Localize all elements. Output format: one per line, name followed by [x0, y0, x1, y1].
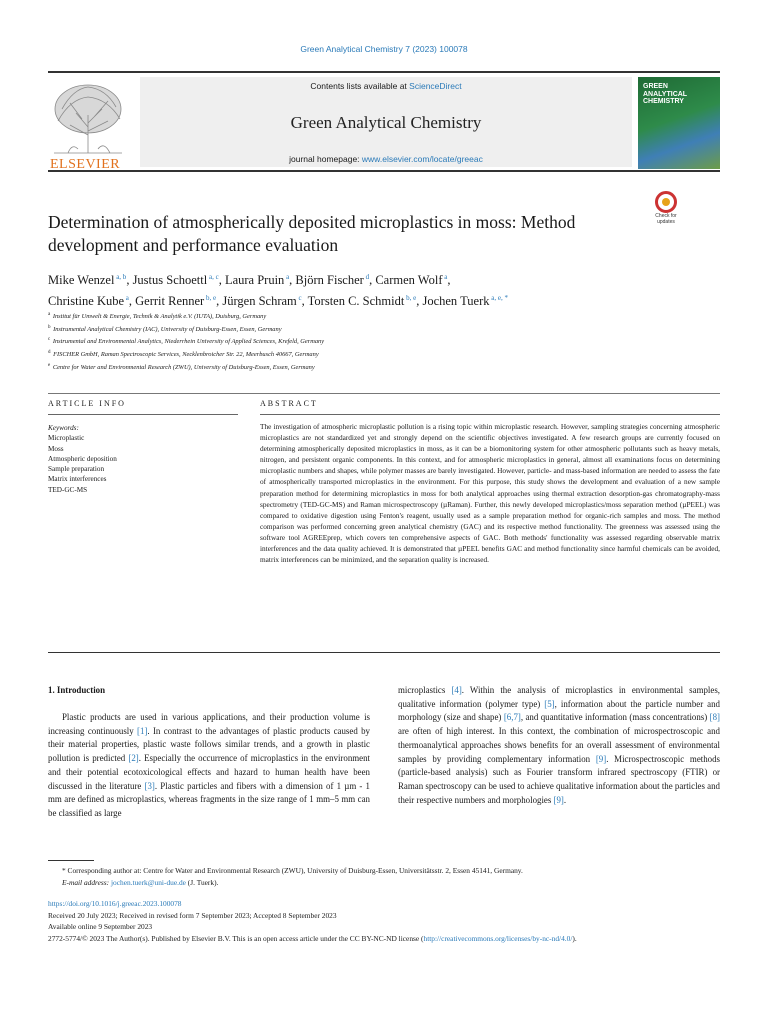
affiliation-item [48, 310, 720, 323]
check-for-updates-badge[interactable] [649, 191, 683, 229]
affiliation-item [48, 348, 720, 361]
citation-link[interactable]: [5] [544, 698, 555, 709]
homepage-prefix: journal homepage: [289, 154, 362, 164]
intro-paragraph: Plastic products are used in various applications, and their production volume is increasing continuously [1]. In contrast to the advantages of plastic products caused by their material properties, plastic waste follows similar trends, and a growth in plastic pollution is predicted [2]. Especially the occurrence of microplastics in the environment and their potential ecotoxicological effects and hazard to human health have been discussed in the literature [3]. Plastic particles and fibers with a dimension of 1 µm - 1 mm are defined as microplastics, whereas fragments in the size range of 1 mm–5 mm can be classified as large [48, 712, 370, 818]
author-name[interactable]: Justus Schoettl [132, 273, 208, 288]
affiliation-label: c [48, 337, 51, 343]
doi-link[interactable]: https://doi.org/10.1016/j.greeac.2023.100078 [48, 899, 182, 908]
article-title: Determination of atmospherically deposited microplastics in moss: Method development and performance evaluation [48, 212, 576, 255]
author-affiliation-marker[interactable]: c [296, 294, 302, 303]
author-affiliation-marker[interactable]: b, e [404, 294, 417, 303]
author-name[interactable]: Björn Fischer [295, 273, 364, 288]
author-name[interactable]: Torsten C. Schmidt [307, 294, 405, 309]
citation-link[interactable]: [9] [595, 753, 607, 764]
author-affiliation-marker[interactable]: a [284, 273, 290, 281]
journal-cover[interactable] [638, 77, 720, 169]
journal-header [48, 71, 720, 172]
received-dates: Received 20 July 2023; Received in revised form 7 September 2023; Accepted 8 September 2023 [48, 910, 337, 920]
email-line [48, 877, 720, 889]
publication-info [48, 898, 720, 944]
affiliation-label: a [48, 312, 51, 317]
journal-info-panel [140, 77, 632, 167]
divider [48, 393, 720, 394]
citation-link[interactable]: [4] [451, 685, 462, 695]
author-name[interactable]: Jürgen Schram [222, 294, 297, 309]
affiliation-text: FISCHER GmbH, Raman Spectroscopic Services, Necklenbroicher Str. 22, Meerbusch 40667, Germany [51, 351, 319, 358]
license-link[interactable]: http://creativecommons.org/licenses/by-nc-nd/4.0/ [423, 933, 573, 943]
keywords-block [48, 423, 238, 495]
cover-title-line3: CHEMISTRY [643, 98, 684, 105]
elsevier-tree-icon [48, 79, 128, 155]
cover-title-line1: GREEN [643, 83, 668, 90]
divider [48, 414, 238, 415]
citation-link[interactable]: [1] [137, 725, 148, 736]
author-list: Mike Wenzel $^{a, b}$, Justus Schoettl $^{a, c}$, Laura Pruin $^a$, Björn Fischer $^d$, Carmen Wolf $^a$, Christine Kube $^a$, Gerrit Renner $^{b, e}$, Jürgen Schram $^c$, Torsten C. Schmidt $^{b, e}$, Jochen Tuerk $^{a, e, *}$ [48, 273, 508, 309]
check-updates-label [649, 214, 683, 225]
keyword: Matrix interferences [48, 475, 107, 484]
affiliation-text: Instrumental and Environmental Analytics, Niederrhein University of Applied Sciences, Krefeld, Germany [51, 338, 325, 346]
author-affiliation-marker[interactable]: d [363, 273, 370, 281]
citation-link[interactable]: [2] [128, 753, 139, 764]
author-affiliation-marker[interactable]: a, c [207, 273, 219, 281]
intro-paragraph-continued: microplastics [4]. Within the analysis of microplastics in environmental samples, qualitative information (polymer type) [5], information about the particle number and morphology (size and shape) [6,7], and quantitative information (mass concentrations) [8] are often of high interest. In this context, the combination of microspectroscopic and thermoanalytical approaches shows benefits for an overall assessment of environmental samples by providing complementary information [9]. Microspectroscopic methods (particle-based analysis) such as Fourier transform infrared spectroscopy (FTIR) or Raman spectroscopy can be used to achieve qualitative information about the particles and their respective numbers and morphologies [9]. [398, 685, 720, 805]
affiliation-text: Institut für Umwelt & Energie, Technik & Analytik e.V. (IUTA), Duisburg, Germany [51, 313, 267, 321]
intro-column-left [48, 711, 370, 821]
abstract-heading: ABSTRACT [260, 399, 318, 408]
affiliation-label: b [48, 324, 51, 330]
keyword: Atmospheric deposition [48, 454, 117, 463]
citation-link[interactable]: [9] [553, 794, 564, 805]
contents-line [140, 81, 632, 91]
contents-prefix: Contents lists available at [310, 81, 410, 91]
check-updates-line2: updates [657, 218, 675, 225]
abstract-text: The investigation of atmospheric microplastic pollution is a rising topic within microplastic research. However, sampling strategies concerning atmospheric microplastics are not standardized yet and strongly depend on the scientific objectives investigated. A few research groups are currently focused on determining atmospherically deposited microplastics in moss, as it can be a biomonitoring system for other atmospheric pollutants such as heavy metals, nitrogen, and persistent organic components. In this context, and for atmospheric microplastics in general, almost all examinations focus on determining microplastic numbers and shapes, while polymer masses are barely investigated. However, particle- and mass-based information are needed to assess the fate of atmospherically transported microplastics in the environment. For this purpose, this study shows the development and evaluation of a new sample preparation method for determining microplastics in moss for both analytical approaches using thermal extraction desorption-gas chromatography-mass spectrometry (TED-GC-MS) and Raman microspectroscopy (µRaman). Further, this newly developed microplastics/moss separation method (µPEEL) was compared to oxidative digestion using Fenton's reagent, usually used as a sample preparation method for organic-rich samples and moss. The method comparison was performed concerning green analytical chemistry (GAC) and its respective method functionality. The greenness was assessed using the software tool AGREEprep, which covers ten comprehensive aspects of GAC. Both methods' functionality was assessed regarding observable matrix interferences and the data quality achieved. It is demonstrated that µPEEL benefits GAC and method functionality since harmful chemicals can be avoided, matrix interferences can be minimized, and the separation quality is increased. [260, 422, 720, 565]
divider [48, 652, 720, 653]
homepage-link[interactable]: www.elsevier.com/locate/greeac [361, 154, 483, 164]
journal-reference[interactable]: Green Analytical Chemistry 7 (2023) 100078 [300, 44, 468, 54]
available-online-date: Available online 9 September 2023 [48, 922, 153, 932]
affiliation-label: d [48, 349, 51, 355]
cover-title-line2: ANALYTICAL [643, 90, 688, 98]
email-label: E-mail address: [62, 878, 111, 887]
keyword: Moss [48, 444, 64, 453]
section-heading-introduction: 1. Introduction [48, 685, 106, 695]
corresponding-author-footnote [48, 865, 720, 889]
license-prefix: 2772-5774/© 2023 The Author(s). Published by Elsevier B.V. This is an open access article under the CC BY-NC-ND license ( [48, 933, 424, 943]
email-link[interactable]: jochen.tuerk@uni-due.de [111, 878, 186, 887]
journal-title[interactable]: Green Analytical Chemistry [290, 113, 482, 132]
affiliation-item [48, 335, 720, 348]
author-name[interactable]: Jochen Tuerk [422, 294, 490, 309]
license-suffix: ). [572, 933, 577, 943]
publisher-wordmark: ELSEVIER [50, 157, 121, 172]
divider [260, 414, 720, 415]
check-updates-line1: Check for [655, 213, 677, 219]
article-info-heading: ARTICLE INFO [48, 399, 126, 408]
affiliations [48, 310, 720, 373]
author-affiliation-marker[interactable]: a [442, 273, 448, 281]
elsevier-logo [48, 79, 128, 172]
footnote-divider [48, 860, 94, 861]
corresponding-author-text: * Corresponding author at: Centre for Water and Environmental Research (ZWU), University of Duisburg-Essen, Universitätsstr. 2, Essen 45141, Germany. [62, 866, 523, 875]
author-name[interactable]: Laura Pruin [224, 273, 285, 288]
affiliation-label: e [48, 362, 51, 368]
keyword: TED-GC-MS [48, 485, 88, 494]
author-affiliation-marker[interactable]: a [124, 294, 129, 303]
keywords-label: Keywords: [48, 424, 79, 432]
author-name[interactable]: Gerrit Renner [135, 294, 205, 309]
author-name[interactable]: Christine Kube [48, 294, 125, 309]
author-affiliation-marker[interactable]: a, b [114, 273, 127, 281]
citation-link[interactable]: [3] [144, 780, 155, 791]
keyword: Microplastic [48, 434, 85, 443]
author-name[interactable]: Carmen Wolf [375, 273, 443, 288]
sciencedirect-link[interactable]: ScienceDirect [409, 81, 462, 91]
author-affiliation-marker[interactable]: a, e, * [489, 294, 508, 303]
intro-column-right [398, 684, 720, 807]
homepage-line [140, 154, 632, 164]
check-updates-icon [655, 191, 677, 213]
citation-link[interactable]: [6,7] [503, 712, 521, 723]
author-affiliation-marker[interactable]: b, e [204, 294, 217, 303]
citation-link[interactable]: [8] [709, 712, 720, 723]
affiliation-text: Instrumental Analytical Chemistry (IAC), University of Duisburg-Essen, Essen, Germany [51, 325, 282, 333]
license-line [48, 933, 720, 945]
email-suffix: (J. Tuerk). [185, 878, 219, 887]
affiliation-item [48, 361, 720, 374]
author-name[interactable]: Mike Wenzel [48, 273, 115, 288]
keyword: Sample preparation [48, 465, 105, 474]
affiliation-text: Centre for Water and Environmental Research (ZWU), University of Duisburg-Essen, Essen, Germany [51, 363, 315, 371]
affiliation-item [48, 323, 720, 336]
